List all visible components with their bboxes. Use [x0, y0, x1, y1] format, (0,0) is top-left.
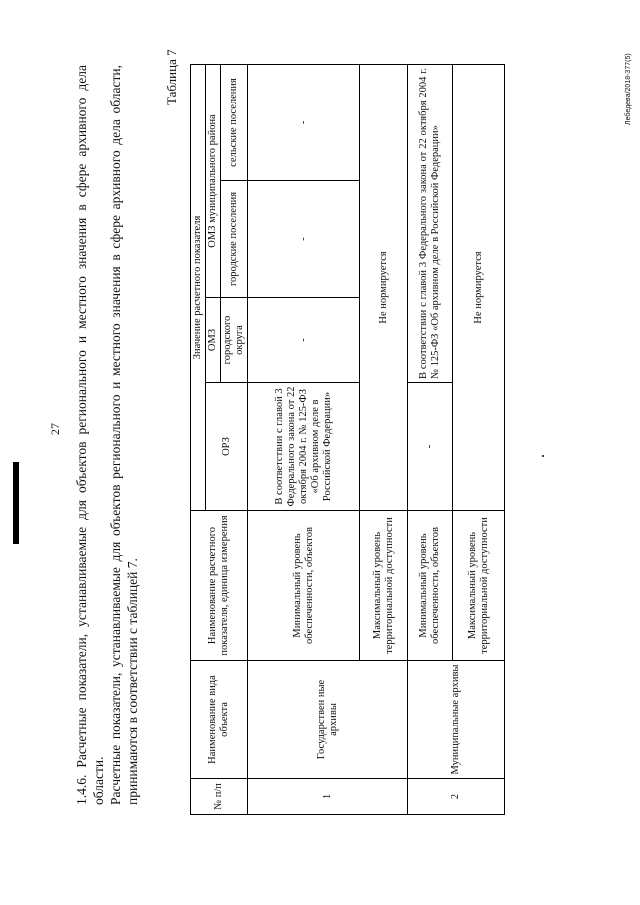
- object-type: Муниципальные архивы: [408, 661, 505, 779]
- header-object-type: Наименование вида объекта: [191, 661, 248, 779]
- omz-value: В соответствии с главой 3 Федерального закона от 22 октября 2004 г. № 125-ФЗ «Об архивном деле в Российской Федерации»: [408, 64, 453, 382]
- header-orz: ОРЗ: [206, 383, 248, 511]
- row-number: 1: [248, 779, 408, 815]
- header-rural-settlements: сельские поселения: [221, 64, 248, 180]
- orz-value: -: [408, 383, 453, 511]
- orz-value: В соответствии с главой 3 Федерального закона от 22 октября 2004 г. № 125-ФЗ «Об архивном деле в Российской Федерации»: [248, 383, 360, 511]
- indicator-name: Минимальный уровень обеспеченности, объектов: [408, 511, 453, 661]
- header-indicator-value: Значение расчетного показателя: [191, 64, 206, 510]
- header-urban-settlements: городские поселения: [221, 181, 248, 298]
- table-row: [408, 64, 453, 814]
- header-no: № п/п: [191, 779, 248, 815]
- header-omz: ОМЗ: [206, 298, 221, 383]
- indicator-name: Максимальный уровень территориальной доступности: [453, 511, 505, 661]
- table-row: [248, 64, 360, 814]
- city-okrug-value: -: [248, 298, 360, 383]
- row-number: 2: [408, 779, 505, 815]
- indicator-name: Минимальный уровень обеспеченности, объектов: [248, 511, 360, 661]
- page-number: 27: [48, 423, 62, 435]
- max-value: Не нормируется: [453, 64, 505, 510]
- indicator-name: Максимальный уровень территориальной доступности: [360, 511, 408, 661]
- header-omz-district: ОМЗ муниципального района: [206, 64, 221, 297]
- urban-value: -: [248, 181, 360, 298]
- table-header-row: [191, 64, 206, 814]
- rural-value: -: [248, 64, 360, 180]
- footer-code: Лебедева/2018-377(5): [625, 53, 632, 125]
- object-type: Государствен ные архивы: [248, 661, 408, 779]
- table-title: Таблица 7: [164, 49, 179, 105]
- header-city-okrug: городского округа: [221, 298, 248, 383]
- max-value: Не нормируется: [360, 64, 408, 510]
- norms-table: [190, 64, 505, 815]
- header-indicator: Наименование расчетного показателя, единица измерения: [191, 511, 248, 661]
- intro-paragraph: Расчетные показатели, устанавливаемые для объектов регионального и местного значения в сфере архивного дела области, принимаются в соответствии с таблицей 7.: [108, 65, 140, 805]
- section-heading-paragraph: 1.4.6. Расчетные показатели, устанавливаемые для объектов регионального и местного значения в сфере архивного дела области.: [74, 65, 106, 805]
